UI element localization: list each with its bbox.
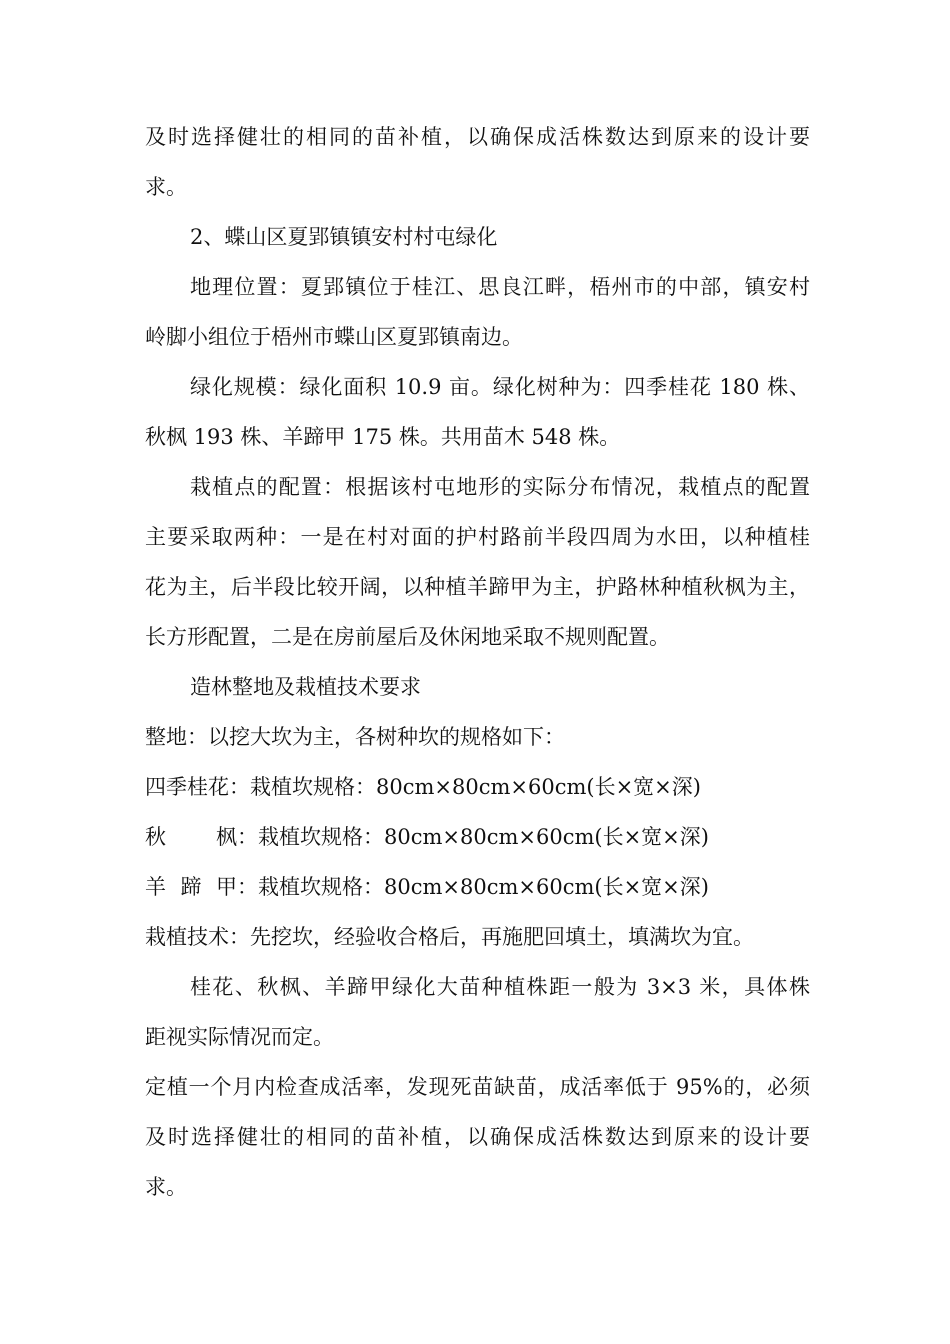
paragraph-line: 地理位置：夏郢镇位于桂江、思良江畔，梧州市的中部，镇安村 xyxy=(190,275,810,299)
paragraph-line: 求。 xyxy=(145,175,187,199)
section-heading: 2、蝶山区夏郢镇镇安村村屯绿化 xyxy=(190,225,498,249)
paragraph-line: 岭脚小组位于梧州市蝶山区夏郢镇南边。 xyxy=(145,325,523,349)
paragraph-line: 及时选择健壮的相同的苗补植，以确保成活株数达到原来的设计要 xyxy=(145,125,810,149)
paragraph-line: 桂花、秋枫、羊蹄甲绿化大苗种植株距一般为 3×3 米，具体株 xyxy=(190,975,810,999)
paragraph-line: 花为主，后半段比较开阔，以种植羊蹄甲为主，护路林种植秋枫为主， xyxy=(145,575,810,599)
paragraph-line: 栽植技术：先挖坎，经验收合格后，再施肥回填土，填满坎为宜。 xyxy=(145,925,754,949)
spec-line xyxy=(145,762,810,812)
paragraph-line: 及时选择健壮的相同的苗补植，以确保成活株数达到原来的设计要 xyxy=(145,1125,810,1149)
spec-line xyxy=(145,812,810,862)
spec-species-label: 秋枫 xyxy=(145,825,237,849)
paragraph-line: 绿化规模：绿化面积 10.9 亩。绿化树种为：四季桂花 180 株、 xyxy=(190,375,810,399)
spec-species-label: 四季桂花 xyxy=(145,775,229,799)
paragraph-line: 秋枫 193 株、羊蹄甲 175 株。共用苗木 548 株。 xyxy=(145,425,621,449)
spec-text: ：栽植坎规格：80cm×80cm×60cm(长×宽×深) xyxy=(237,875,709,899)
paragraph-line: 栽植点的配置：根据该村屯地形的实际分布情况，栽植点的配置 xyxy=(190,475,810,499)
paragraph-line: 求。 xyxy=(145,1175,187,1199)
spec-text: ：栽植坎规格：80cm×80cm×60cm(长×宽×深) xyxy=(237,825,709,849)
spec-text: ：栽植坎规格：80cm×80cm×60cm(长×宽×深) xyxy=(229,775,701,799)
spec-line xyxy=(145,862,810,912)
subsection-heading: 造林整地及栽植技术要求 xyxy=(190,675,421,699)
document-body xyxy=(145,112,810,1212)
paragraph-line: 长方形配置，二是在房前屋后及休闲地采取不规则配置。 xyxy=(145,625,670,649)
paragraph-line: 定植一个月内检查成活率，发现死苗缺苗，成活率低于 95%的，必须 xyxy=(145,1075,810,1099)
paragraph-line: 距视实际情况而定。 xyxy=(145,1025,334,1049)
spec-species-label: 羊蹄甲 xyxy=(145,875,237,899)
paragraph-line: 主要采取两种：一是在村对面的护村路前半段四周为水田，以种植桂 xyxy=(145,525,810,549)
paragraph-line: 整地：以挖大坎为主，各树种坎的规格如下： xyxy=(145,725,565,749)
